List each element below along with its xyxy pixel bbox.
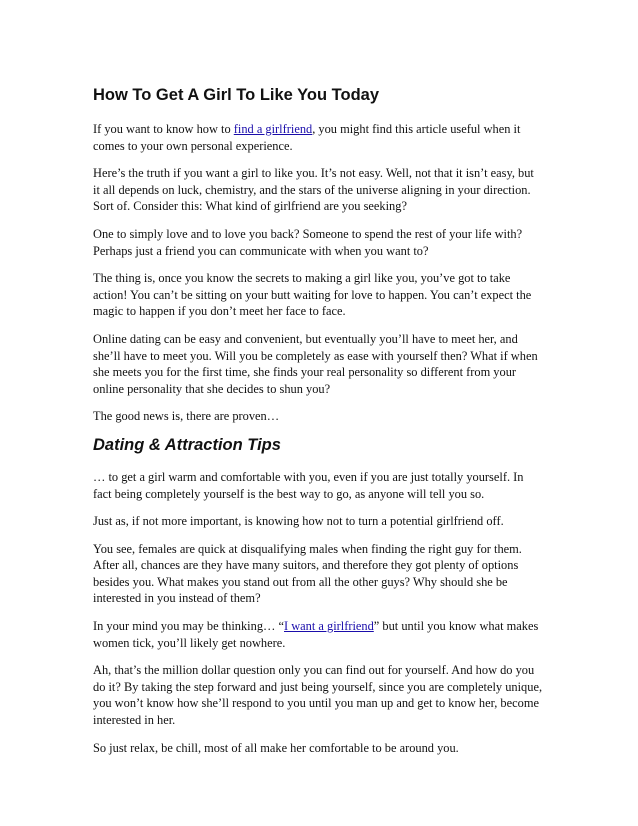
paragraph-warm: … to get a girl warm and comfortable with you, even if you are just totally yourself. In fact being completely yourself is the best way to go, as anyone will tell you so. <box>93 469 524 501</box>
article-title: How To Get A Girl To Like You Today <box>93 86 380 104</box>
i-want-a-girlfriend-link[interactable]: I want a girlfriend <box>284 619 374 634</box>
paragraph-truth: Here’s the truth if you want a girl to like you. It’s not easy. Well, not that it isn’t easy, but it all depends on luck, chemistry, and the stars of the universe aligning in your direction. Sort of. Consider this: What kind of girlfriend are you seeking? <box>93 166 534 214</box>
paragraph-females: You see, females are quick at disqualifying males when finding the right guy for them. After all, chances are they have many suitors, and therefore they got plenty of options besides you. What makes you stand out from all the other guys? Why should she be interested in you instead of them? <box>93 541 522 606</box>
paragraph-take-action: The thing is, once you know the secrets to making a girl like you, you’ve got to take action! You can’t be sitting on your butt waiting for love to happen. You can’t expect the magic to happen if you don’t meet her face to face. <box>93 271 532 319</box>
paragraph-million-dollar: Ah, that’s the million dollar question only you can find out for yourself. And how do you do it? By taking the step forward and just being yourself, since you are completely unique, you won’t know how she’ll respond to you until you man up and get to know her, become interested in her. <box>93 663 543 728</box>
paragraph-text: In your mind you may be thinking… “ <box>93 619 284 634</box>
paragraph-online-dating: Online dating can be easy and convenient, but eventually you’ll have to meet her, and she’ll have to meet you. Will you be completely as ease with yourself then? What if when she meets you for the first time, she finds your real personality so different from your online personality that she decides to shun you? <box>93 331 538 396</box>
document-page <box>93 86 543 767</box>
paragraph-intro <box>93 121 543 154</box>
paragraph-love: One to simply love and to love you back? Someone to spend the rest of your life with? Perhaps just a friend you can communicate with when you want to? <box>93 226 523 258</box>
section-heading: Dating & Attraction Tips <box>93 435 281 454</box>
paragraph-text: , you might find this article useful when it comes to your own personal experience. <box>93 122 521 153</box>
paragraph-good-news: The good news is, there are proven… <box>93 409 280 424</box>
paragraph-text: If you want to know how to <box>93 122 234 136</box>
paragraph-turn-off: Just as, if not more important, is knowing how not to turn a potential girlfriend off. <box>93 514 504 529</box>
paragraph-your-mind <box>93 618 543 651</box>
paragraph-text: ” but until you know what makes women tick, you’ll likely get nowhere. <box>93 619 539 650</box>
find-a-girlfriend-link[interactable]: find a girlfriend <box>233 122 313 136</box>
paragraph-relax: So just relax, be chill, most of all make her comfortable to be around you. <box>93 740 459 755</box>
